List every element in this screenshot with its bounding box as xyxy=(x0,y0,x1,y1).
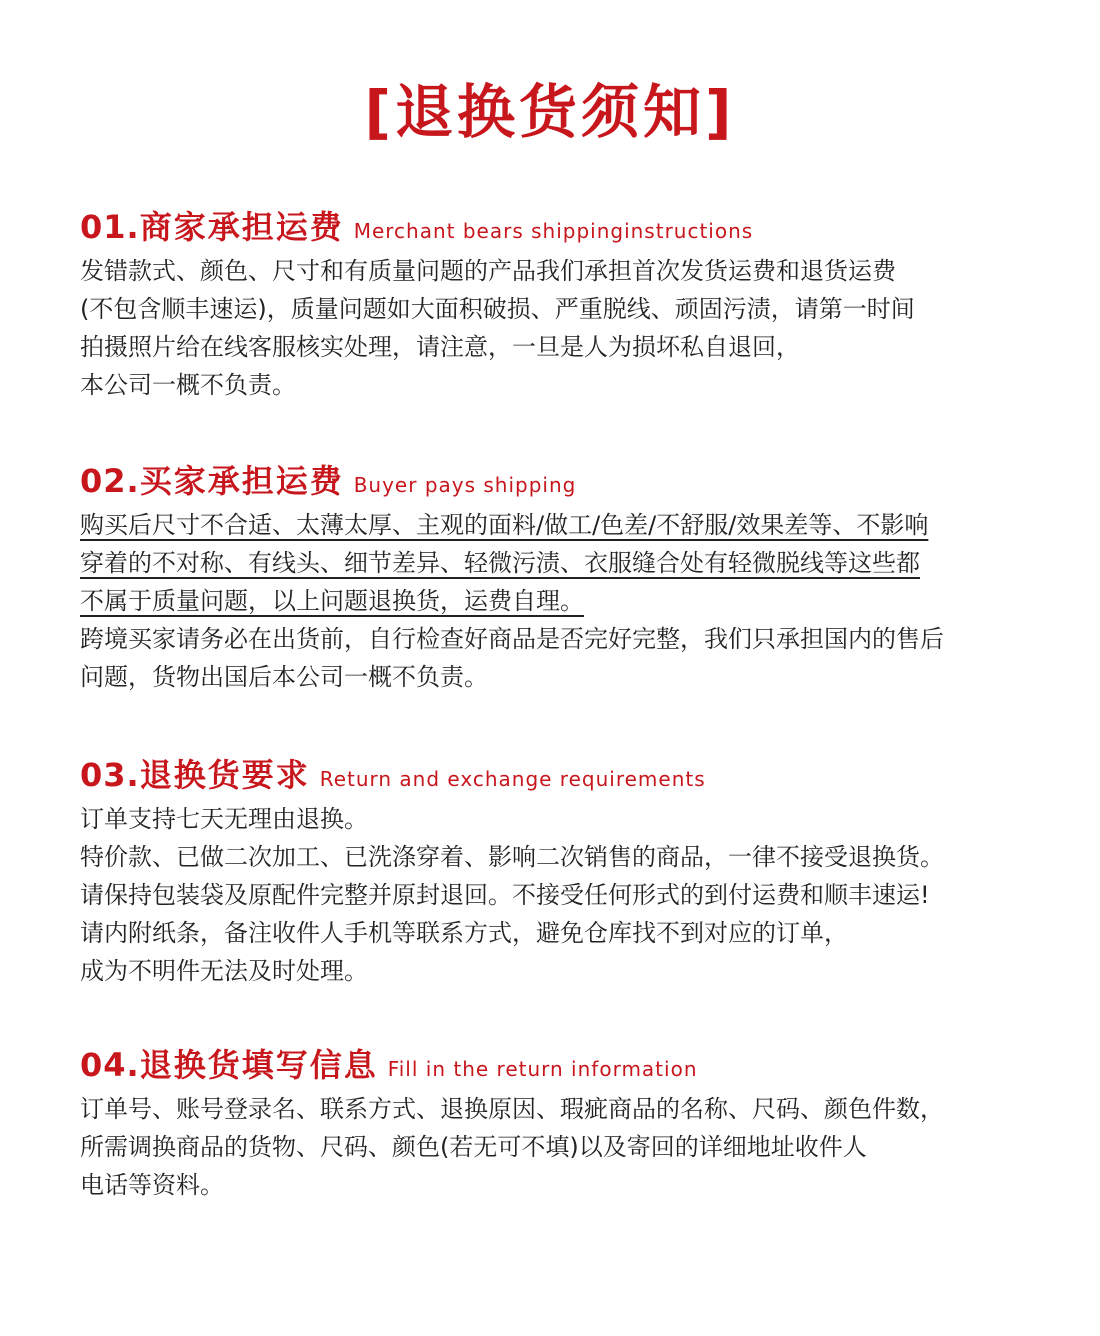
underlined-text-line: 穿着的不对称、有线头、细节差异、轻微污渍、衣服缝合处有轻微脱线等这些都 xyxy=(80,549,920,577)
text-line: 请内附纸条，备注收件人手机等联系方式，避免仓库找不到对应的订单， xyxy=(80,919,848,947)
section-merchant-shipping xyxy=(80,202,1040,404)
section-number: 01. xyxy=(80,208,140,246)
text-line: 本公司一概不负责。 xyxy=(80,371,296,399)
section-title: 商家承担运费 xyxy=(139,208,344,246)
text-line: 电话等资料。 xyxy=(80,1171,224,1199)
underlined-text-line: 不属于质量问题，以上问题退换货，运费自理。 xyxy=(80,587,584,615)
section-subtitle: Fill in the return information xyxy=(387,1057,698,1081)
section-return-info xyxy=(80,1040,1040,1204)
section-header xyxy=(80,1040,1040,1090)
section-return-requirements xyxy=(80,750,1040,990)
section-number: 03. xyxy=(80,756,140,794)
section-number: 02. xyxy=(80,462,140,500)
section-number: 04. xyxy=(80,1046,140,1084)
section-header xyxy=(80,202,1040,252)
section-title: 买家承担运费 xyxy=(139,462,344,500)
page-title: [退换货须知] xyxy=(364,78,736,146)
text-line: 成为不明件无法及时处理。 xyxy=(80,957,368,985)
text-line: 订单号、账号登录名、联系方式、退换原因、瑕疵商品的名称、尺码、颜色件数， xyxy=(80,1095,944,1123)
section-buyer-shipping xyxy=(80,456,1040,696)
text-line: 订单支持七天无理由退换。 xyxy=(80,805,368,833)
section-subtitle: Buyer pays shipping xyxy=(353,473,577,497)
section-header xyxy=(80,750,1040,800)
section-header xyxy=(80,456,1040,506)
text-line: 所需调换商品的货物、尺码、颜色(若无可不填)以及寄回的详细地址收件人 xyxy=(80,1133,867,1161)
text-line: 请保持包装袋及原配件完整并原封退回。不接受任何形式的到付运费和顺丰速运! xyxy=(80,881,930,909)
underlined-text-line: 购买后尺寸不合适、太薄太厚、主观的面料/做工/色差/不舒服/效果差等、不影响 xyxy=(80,511,929,539)
text-line: 发错款式、颜色、尺寸和有质量问题的产品我们承担首次发货运费和退货运费 xyxy=(80,257,896,285)
text-line: 拍摄照片给在线客服核实处理，请注意，一旦是人为损坏私自退回， xyxy=(80,333,800,361)
text-line: (不包含顺丰速运)，质量问题如大面积破损、严重脱线、顽固污渍，请第一时间 xyxy=(80,295,915,323)
section-subtitle: Return and exchange requirements xyxy=(319,767,706,791)
section-subtitle: Merchant bears shippinginstructions xyxy=(353,219,754,243)
text-line: 问题，货物出国后本公司一概不负责。 xyxy=(80,663,488,691)
section-title: 退换货填写信息 xyxy=(139,1046,378,1084)
section-title: 退换货要求 xyxy=(139,756,310,794)
text-line: 特价款、已做二次加工、已洗涤穿着、影响二次销售的商品，一律不接受退换货。 xyxy=(80,843,944,871)
text-line: 跨境买家请务必在出货前，自行检查好商品是否完好完整，我们只承担国内的售后 xyxy=(80,625,944,653)
